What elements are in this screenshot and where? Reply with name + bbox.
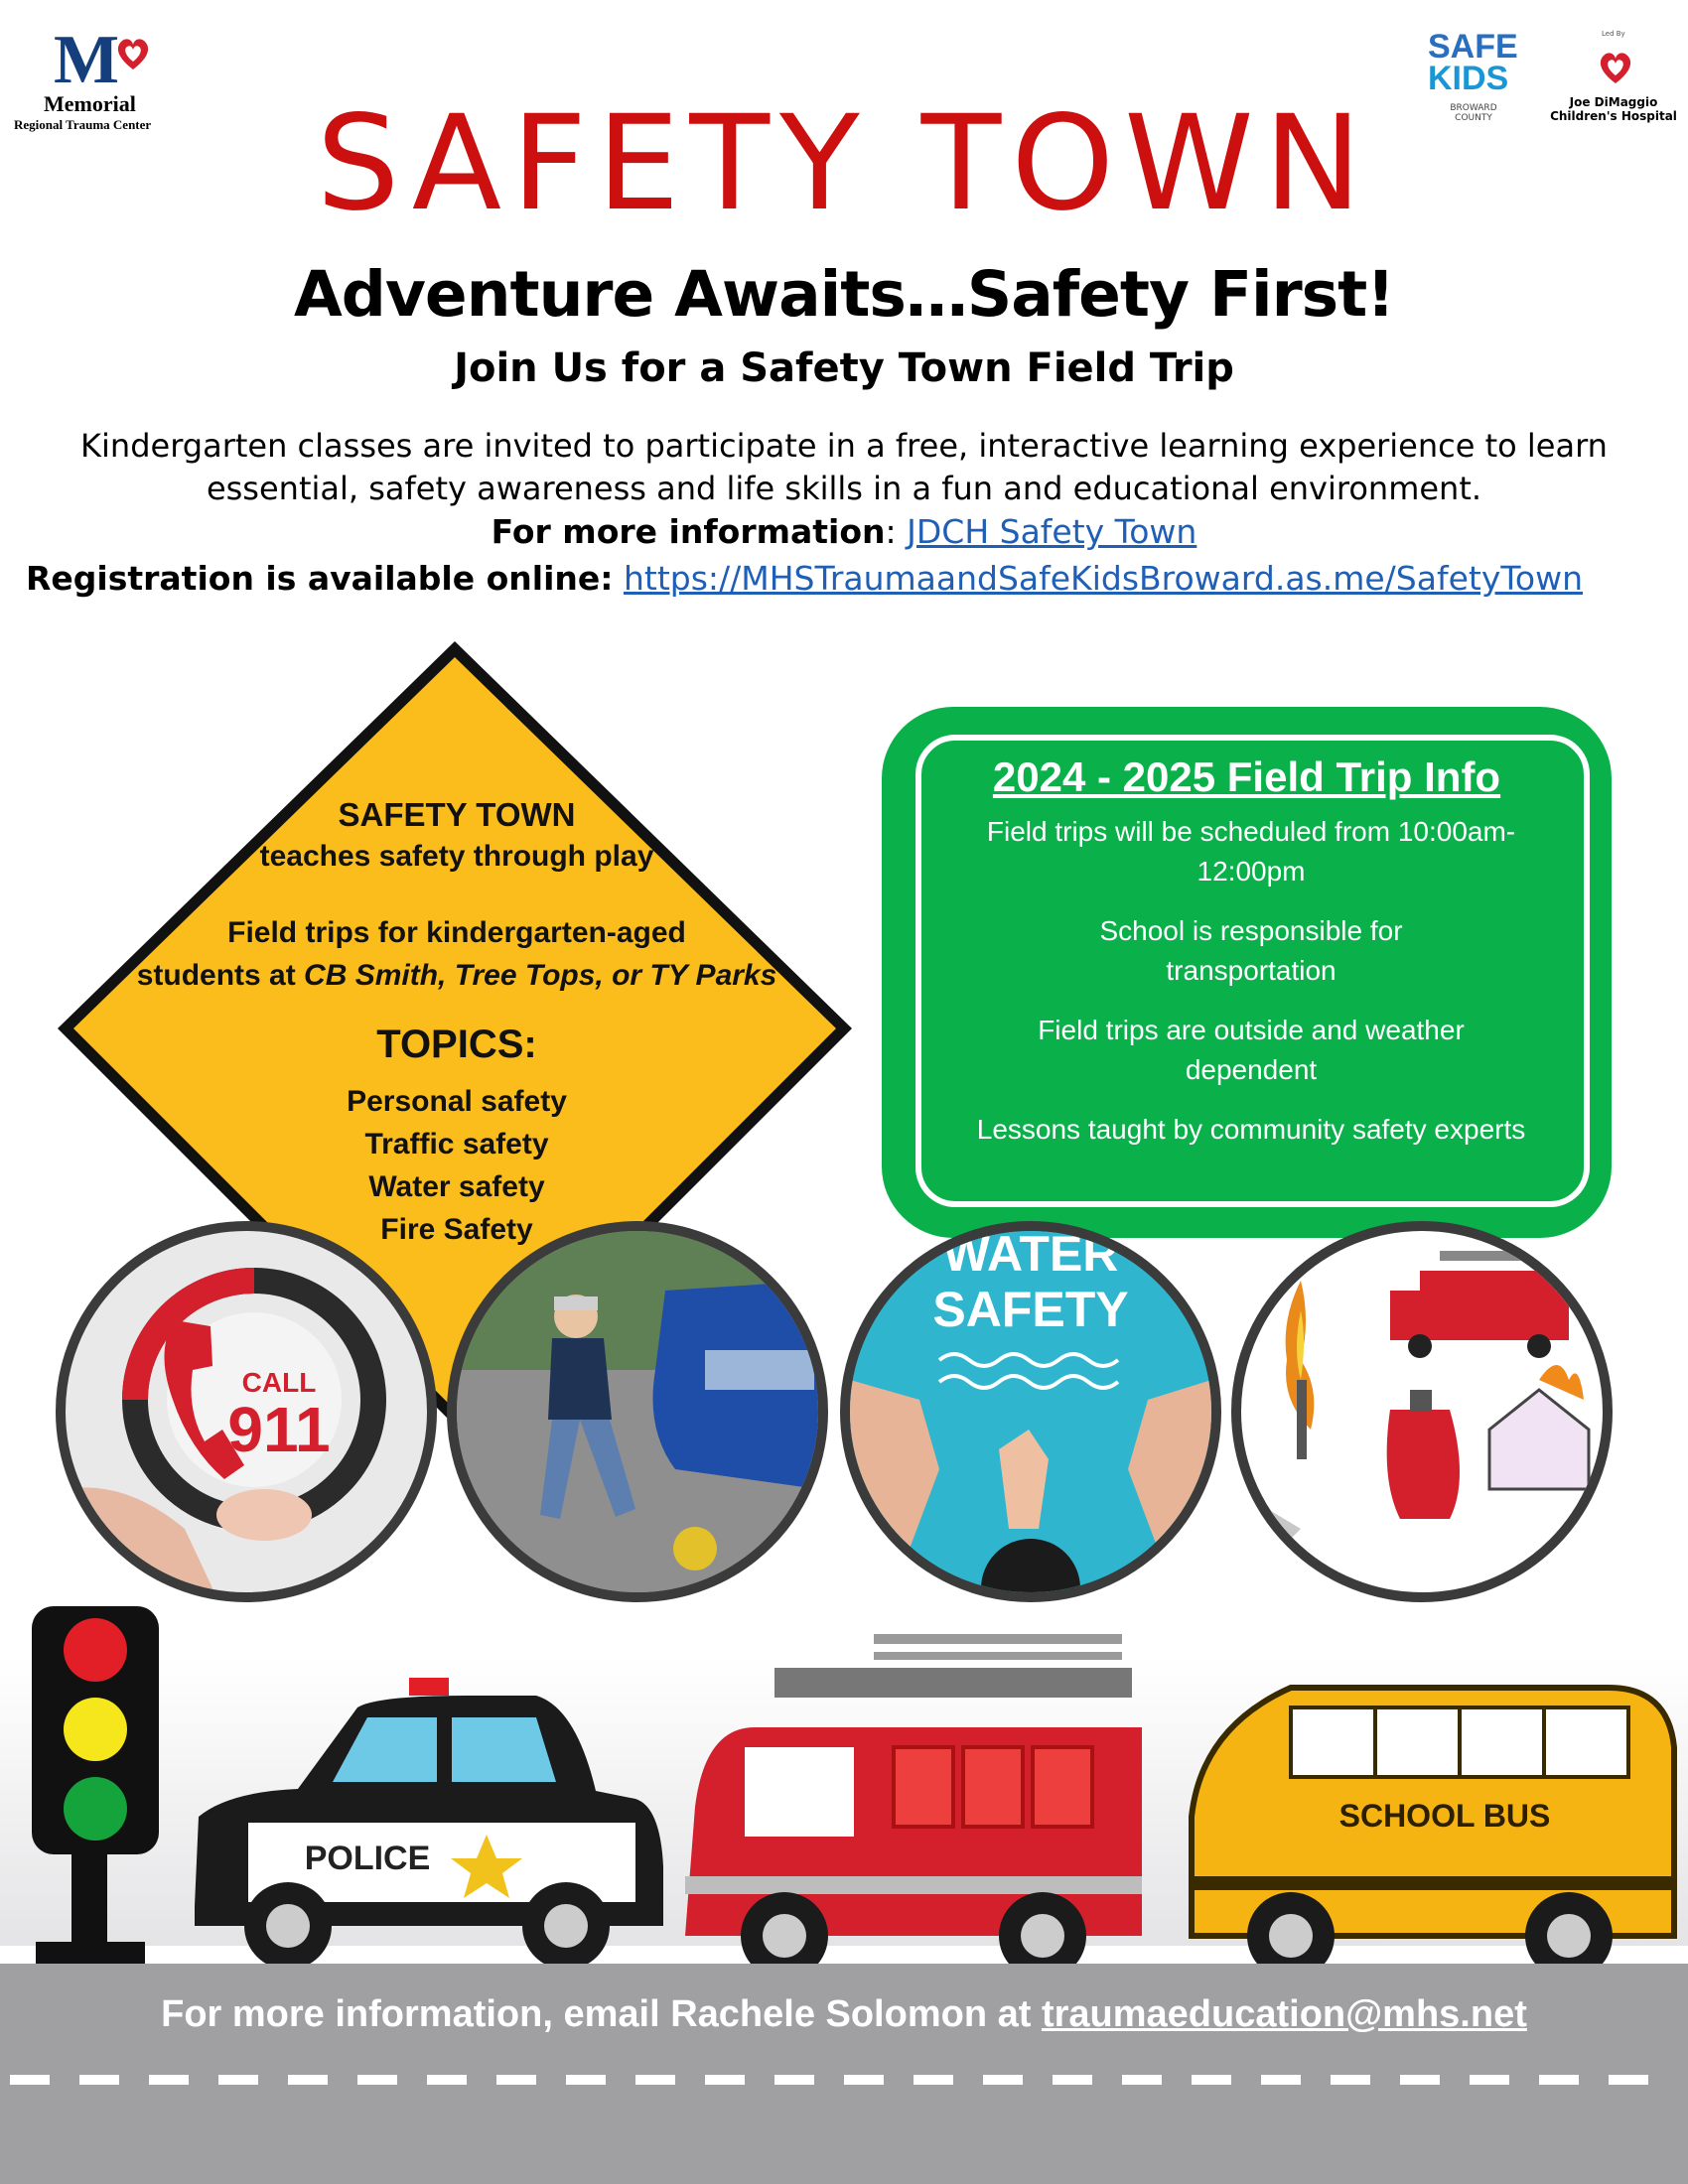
memorial-name: Memorial	[44, 91, 136, 116]
jdch-safety-town-link[interactable]: JDCH Safety Town	[907, 512, 1197, 551]
vehicles-road-illustration	[0, 1578, 1688, 2184]
call-number: 911	[227, 1394, 331, 1465]
tagline: Adventure Awaits…Safety First!	[293, 258, 1395, 331]
contact-email-link[interactable]: traumaeducation@mhs.net	[1041, 1993, 1527, 2035]
diamond-field-trips-line1: Field trips for kindergarten-aged	[227, 916, 686, 949]
registration-link[interactable]: https://MHSTraumaandSafeKidsBroward.as.me/SafetyTown	[623, 559, 1583, 598]
safe-kids-line2: KIDS	[1428, 60, 1509, 97]
police-label: POLICE	[304, 1840, 431, 1877]
topic-item: Water safety	[368, 1170, 545, 1203]
field-trip-info-item: Lessons taught by community safety experts	[976, 1114, 1526, 1145]
fire-safety-image	[1231, 1221, 1613, 1602]
memorial-subtitle: Regional Trauma Center	[14, 117, 152, 132]
topic-item: Personal safety	[347, 1085, 567, 1118]
call-911-image	[56, 1221, 437, 1602]
footer-text: For more information, email Rachele Solomon at	[161, 1993, 1042, 2035]
heart-icon	[1596, 48, 1635, 87]
traffic-safety-image	[447, 1221, 828, 1602]
topic-item: Fire Safety	[380, 1213, 533, 1246]
subtitle: Join Us for a Safety Town Field Trip	[454, 345, 1234, 391]
diamond-heading: SAFETY TOWN	[338, 796, 576, 833]
led-by-label: Led By	[1602, 30, 1625, 38]
field-trip-info-item: Field trips will be scheduled from 10:00am-12:00pm	[986, 816, 1516, 887]
footer-contact	[0, 1991, 1688, 2037]
call-label: CALL	[241, 1367, 317, 1398]
registration-line	[26, 559, 1674, 599]
heart-icon	[113, 34, 153, 73]
diamond-field-trips-line2	[99, 959, 814, 993]
water-label-line1: WATER	[942, 1231, 1119, 1282]
school-bus-label: SCHOOL BUS	[1338, 1798, 1551, 1834]
field-trip-info-item: Field trips are outside and weather dependent	[1038, 1015, 1465, 1085]
memorial-m-mark: M	[54, 22, 116, 98]
topics-heading: TOPICS:	[376, 1023, 537, 1066]
more-info-line: For more information: JDCH Safety Town	[491, 512, 1197, 551]
diamond-field-trips-prefix: students at	[136, 959, 305, 992]
safe-kids-sub: BROWARD COUNTY	[1450, 103, 1497, 123]
page-title: SAFETY TOWN	[316, 87, 1372, 240]
water-label-line2: SAFETY	[932, 1282, 1129, 1337]
field-trip-info-item: School is responsible for transportation	[1099, 915, 1403, 986]
intro-text: Kindergarten classes are invited to participate in a free, interactive learning experience to learn essential, safety awareness and life skills in a fun and educational environment.	[80, 427, 1608, 507]
registration-label: Registration is available online:	[26, 559, 614, 598]
joe-dimaggio-name: Joe DiMaggio Children's Hospital	[1550, 95, 1677, 123]
topic-item: Traffic safety	[364, 1128, 549, 1160]
field-trip-info-heading: 2024 - 2025 Field Trip Info	[992, 753, 1501, 800]
diamond-teaches: teaches safety through play	[259, 840, 654, 873]
diamond-park-names: CB Smith, Tree Tops, or TY Parks	[304, 959, 777, 992]
more-info-label: For more information	[491, 512, 886, 551]
school-bus-icon	[1192, 1688, 1674, 1979]
safe-kids-line1: SAFE	[1428, 28, 1518, 66]
water-safety-image	[840, 1221, 1221, 1602]
